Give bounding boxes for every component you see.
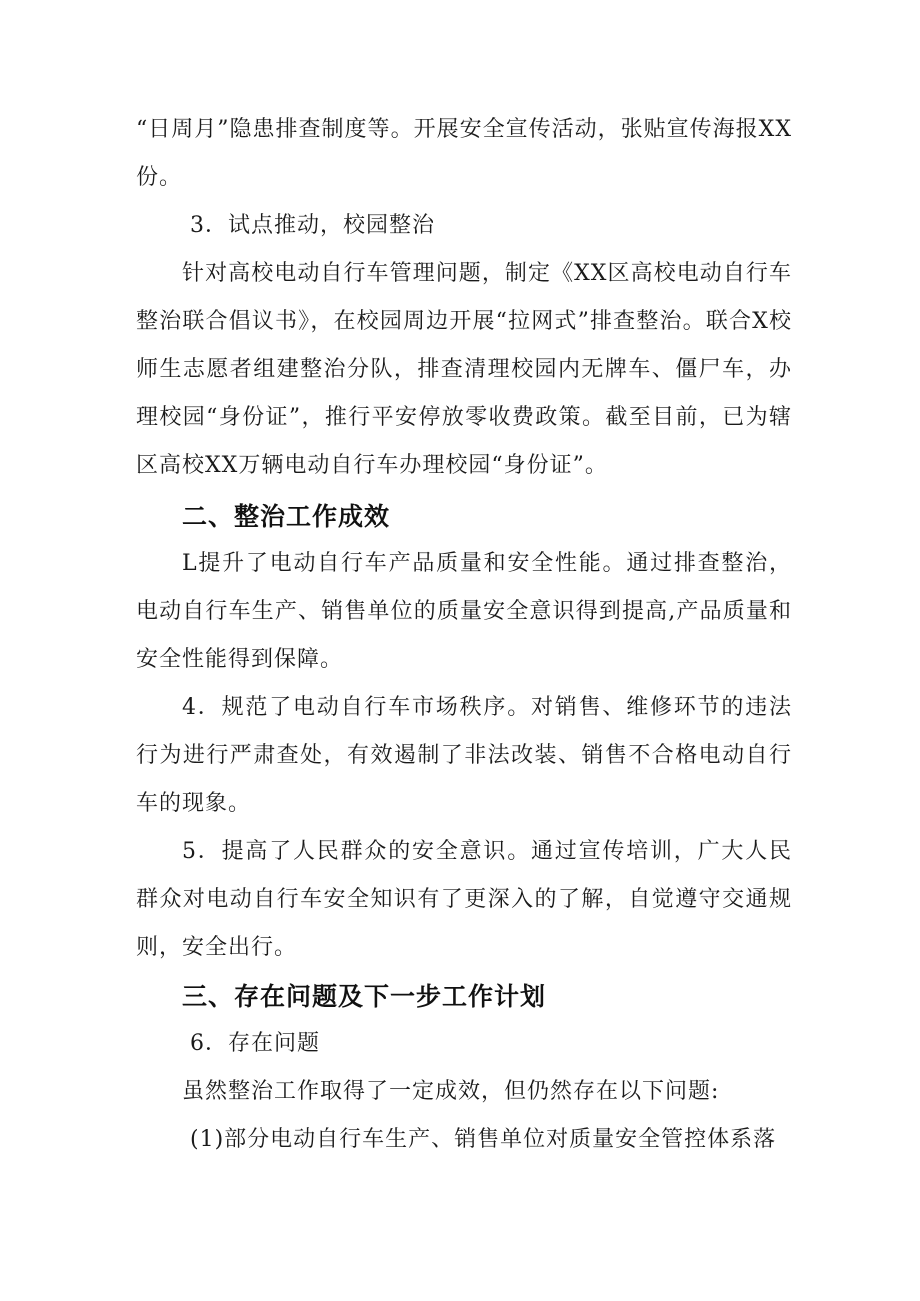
problems-intro: 虽然整治工作取得了一定成效，但仍然存在以下问题: [182, 1079, 720, 1104]
section-2-heading: 二、整治工作成效 [182, 502, 391, 531]
paragraph-continuation: “日周月”隐患排查制度等。开展安全宣传活动，张贴宣传海报XX份。 [136, 117, 792, 190]
item-3-title: 3．试点推动，校园整治 [190, 213, 435, 238]
item-3-body: 针对高校电动自行车管理问题，制定《XX区高校电动自行车整治联合倡议书》，在校园周边开展“拉网式”排查整治。联合X校师生志愿者组建整治分队，排查清理校园内无牌车、僵尸车，办理校园“身份证”，推行平安停放零收费政策。截至目前，已为辖区高校XX万辆电动自行车办理校园“身份证”。 [136, 261, 792, 478]
problem-1: (1)部分电动自行车生产、销售单位对质量安全管控体系落 [190, 1127, 777, 1152]
result-5-paragraph: 5．提高了人民群众的安全意识。通过宣传培训，广大人民群众对电动自行车安全知识有了更深入的了解，自觉遵守交通规则，安全出行。 [136, 839, 792, 960]
result-1-paragraph: L提升了电动自行车产品质量和安全性能。通过排查整治，电动自行车生产、销售单位的质量安全意识得到提高,产品质量和安全性能得到保障。 [136, 551, 792, 672]
item-6-title: 6．存在问题 [190, 1031, 320, 1056]
result-4-paragraph: 4．规范了电动自行车市场秩序。对销售、维修环节的违法行为进行严肃查处，有效遏制了非法改装、销售不合格电动自行车的现象。 [136, 695, 792, 816]
section-3-heading: 三、存在问题及下一步工作计划 [182, 982, 547, 1011]
